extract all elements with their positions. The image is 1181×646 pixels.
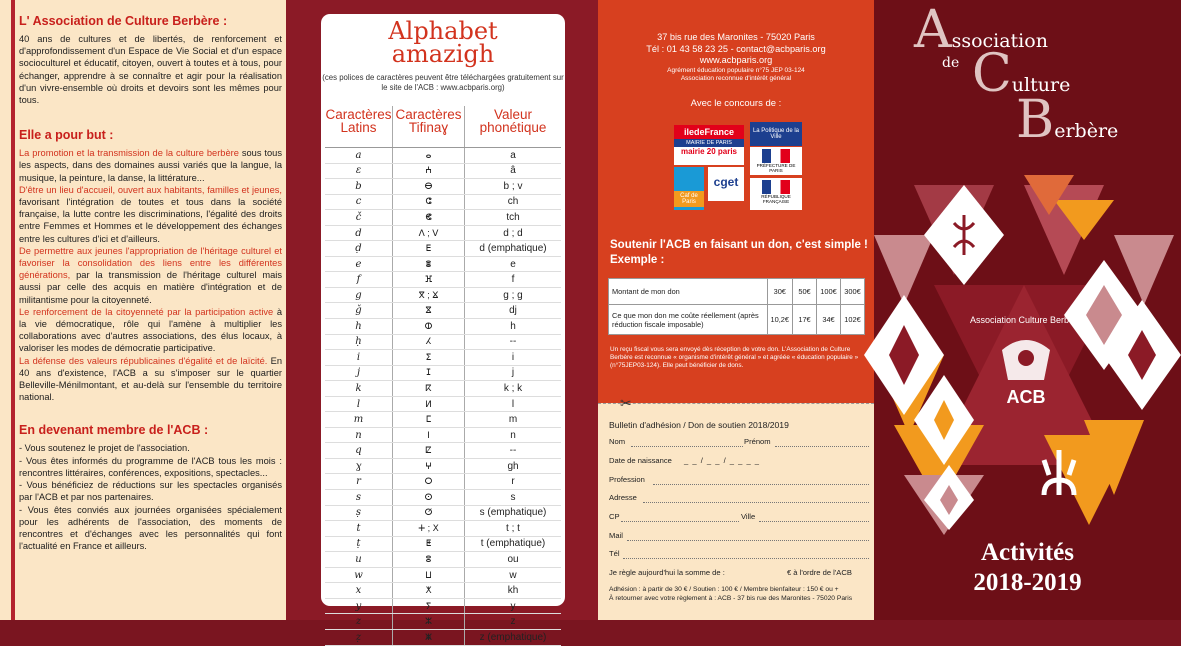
latin-char: u <box>325 552 393 567</box>
brand-de: de <box>942 55 960 71</box>
prenom-label: Prénom <box>744 437 771 446</box>
alphabet-table <box>325 106 561 646</box>
ville-label: Ville <box>741 512 756 521</box>
tifinagh-char: ⵡ <box>393 568 465 583</box>
logo-acb-text: ACB <box>1006 387 1046 407</box>
tifinagh-char: ⵓ <box>393 552 465 567</box>
member-item: - Vous soutenez le projet de l'association. <box>19 443 190 454</box>
tifinagh-char: ⴼ <box>393 272 465 287</box>
tifinagh-char: ⴽ <box>393 381 465 396</box>
birthdate-field[interactable]: Date de naissance _ _ / _ _ / _ _ _ _ <box>609 456 761 465</box>
panel-alphabet <box>286 0 598 643</box>
caf-logo: Caf de Paris <box>674 167 704 210</box>
tifinagh-char: ⴹ <box>393 241 465 256</box>
alphabet-row <box>325 381 561 397</box>
tifinagh-char: ⵃ <box>393 335 465 350</box>
header-phonetic: Valeur phonétique <box>479 107 547 135</box>
politique-ville-logo: La Politique de la Ville <box>750 122 802 146</box>
phonetic-value: g ; g <box>503 289 523 301</box>
alphabet-row <box>325 350 561 366</box>
phonetic-value: r <box>511 476 515 488</box>
latin-char: ɛ <box>325 164 393 179</box>
alphabet-row <box>325 614 561 630</box>
phonetic-value: â <box>510 165 516 177</box>
latin-char: ḍ <box>325 241 393 256</box>
latin-char: m <box>325 412 393 427</box>
alphabet-row <box>325 521 561 537</box>
tel-field[interactable]: Tél <box>609 549 869 558</box>
phonetic-value: w <box>509 569 517 581</box>
alphabet-row <box>325 537 561 553</box>
alphabet-row <box>325 195 561 211</box>
address: 37 bis rue des Maronites - 75020 Paris <box>657 32 815 42</box>
alphabet-row <box>325 599 561 615</box>
latin-char: g <box>325 288 393 303</box>
phonetic-value: t (emphatique) <box>480 538 546 550</box>
ile-de-france-logo: iledeFrance MAIRIE DE PARIS mairie 20 paris <box>674 125 744 165</box>
tifinagh-char: ⴰ <box>393 148 465 163</box>
phonetic-value: kh <box>507 585 519 597</box>
alphabet-row <box>325 443 561 459</box>
alphabet-row <box>325 179 561 195</box>
alphabet-row <box>325 272 561 288</box>
phonetic-value: s <box>510 491 516 503</box>
berber-pattern-graphic <box>874 175 1181 535</box>
alphabet-row <box>325 568 561 584</box>
member-item: - Vous bénéficiez de réductions sur les spectacles organisés par l'ACB et par nos partenaires. <box>19 480 282 503</box>
goal-item: Le renforcement de la citoyenneté par la participation active à la vie démocratique, rôle qui l'amène à multiplier les collaborations avec d'autres associations, des élus locaux, à valoriser les modes de démocratie participative. <box>19 306 282 354</box>
phonetic-value: z <box>510 616 516 628</box>
latin-char: r <box>325 474 393 489</box>
alphabet-row <box>325 630 561 646</box>
phonetic-value: s (emphatique) <box>479 507 547 519</box>
alphabet-row <box>325 366 561 382</box>
alphabet-header-row <box>325 106 561 148</box>
cp-ville-field[interactable]: CP Ville <box>609 512 869 521</box>
tifinagh-char: ⵎ <box>393 412 465 427</box>
tifinagh-char: ⵍ <box>393 397 465 412</box>
tifinagh-char: ⵣ <box>393 614 465 629</box>
tifinagh-char: ⵟ <box>393 537 465 552</box>
goal-item: La défense des valeurs républicaines d'égalité et de laïcité. En 40 ans d'existence, l'ACB a su s'imposer sur le quartier Belleville-Ménilmontant, et au-delà sur l'ensemble du territoire national. <box>19 355 282 403</box>
latin-char: e <box>325 257 393 272</box>
latin-char: b <box>325 179 393 194</box>
table-row: Montant de mon don 30€ 50€ 100€ 300€ <box>609 279 865 305</box>
latin-char: d <box>325 226 393 241</box>
tifinagh-char: ⵖ <box>393 459 465 474</box>
alphabet-row <box>325 583 561 599</box>
phonetic-value: -- <box>509 445 517 457</box>
alphabet-row <box>325 335 561 351</box>
latin-char: h <box>325 319 393 334</box>
phonetic-value: d ; d <box>503 227 523 239</box>
agrement: Agrément éducation populaire n°75 JEP 03-124 <box>667 66 805 74</box>
address-field[interactable]: Adresse <box>609 493 869 502</box>
tifinagh-char: ⵄ <box>393 164 465 179</box>
panel-cover <box>874 0 1181 620</box>
phonetic-value: ch <box>507 196 519 208</box>
fiscal-note: Un reçu fiscal vous sera envoyé dès réception de votre don. L'Association de Culture Berbère est reconnue « organisme d'intérêt général » et agréée « éducation populaire » (n°75JEP03-124). Elle peut bénéficier de dons. <box>610 346 859 370</box>
tifinagh-char: ⵅ <box>393 583 465 598</box>
tifinagh-char: ⴳ ; ⴴ <box>393 288 465 303</box>
triangle-shape <box>874 235 934 305</box>
alphabet-row <box>325 303 561 319</box>
latin-char: ṣ <box>325 506 393 521</box>
triangle-shape <box>1024 185 1104 275</box>
member-item: - Vous êtes informés du programme de l'ACB tous les mois : rencontres littéraires, conférences, expositions, spectacles... <box>19 455 282 478</box>
latin-char: ḥ <box>325 335 393 350</box>
tifinagh-char: ⴵ <box>393 303 465 318</box>
latin-char: č <box>325 210 393 225</box>
adhesion-info: Adhésion : à partir de 30 € / Soutien : 100 € / Membre bienfaiteur : 150 € ou + À retourner avec votre règlement à : ACB - 37 bis rue des Maronites - 75020 Paris <box>609 586 853 602</box>
alphabet-row <box>325 552 561 568</box>
heading-goals: Elle a pour but : <box>19 128 114 143</box>
logo-arc-text: Association Culture Berbère <box>969 315 1083 325</box>
alphabet-row <box>325 288 561 304</box>
goal-item: D'être un lieu d'accueil, ouvert aux habitants, familles et jeunes, favorisant l'intégration de toutes et tous dans la société française, la lutte contre les discriminations, l'égalité des droits entre Femmes et Hommes et le développement des échanges entre les cultures d'ici et d'ailleurs. <box>19 184 282 244</box>
about-content <box>11 0 286 620</box>
latin-char: ṭ <box>325 537 393 552</box>
cget-logo: cget <box>708 167 744 201</box>
phonetic-value: k ; k <box>503 382 523 394</box>
latin-char: q <box>325 443 393 458</box>
goal-item: La promotion et la transmission de la culture berbère sous tous les aspects, dans des domaines aussi variés que la langue, la musique, la peinture, la danse, la littérature... <box>19 148 282 183</box>
alphabet-row <box>325 459 561 475</box>
phone-email: Tél : 01 43 58 23 25 - contact@acbparis.org <box>646 43 826 54</box>
latin-char: w <box>325 568 393 583</box>
alphabet-row <box>325 319 561 335</box>
alphabet-row <box>325 474 561 490</box>
intro-text: 40 ans de cultures et de libertés, de renforcement et d'approfondissement d'un Espace de Vie Social et d'un espace socioculturel et éducatif, citoyen, ouvert à toutes et à tous, pour échanger, apprendre à se connaître et agir pour la réalisation d'un vivre-ensemble où droits et devoirs sont les mêmes pour tous. <box>19 34 282 106</box>
acb-logo <box>1002 340 1050 380</box>
tifinagh-char: ⵞ <box>393 210 465 225</box>
partners-label: Avec le concours de : <box>690 98 782 109</box>
phonetic-value: z (emphatique) <box>479 631 547 643</box>
alphabet-row <box>325 241 561 257</box>
header-tifinagh: Caractères Tifinaɣ <box>393 106 465 147</box>
prefecture-logo: PRÉFECTURE DE PARIS <box>750 147 802 175</box>
phonetic-value: h <box>510 320 516 332</box>
contact-block <box>598 32 874 84</box>
latin-char: n <box>325 428 393 443</box>
alphabet-card <box>321 14 565 643</box>
latin-char: l <box>325 397 393 412</box>
tifinagh-char: ⵥ <box>393 630 465 645</box>
phonetic-value: b ; v <box>503 180 523 192</box>
panel-contact-donation <box>598 0 874 620</box>
alphabet-row <box>325 397 561 413</box>
goal-item: De permettre aux jeunes l'appropriation de l'héritage culturel et favoriser la consolidation des liens entre les différentes générations, par la transmission de l'héritage culturel mais aussi par celle des acquis en matière d'intégration et de militantisme pour la citoyenneté. <box>19 245 282 305</box>
latin-char: s <box>325 490 393 505</box>
tifinagh-char: ⵏ <box>393 428 465 443</box>
phonetic-value: ou <box>507 553 519 565</box>
phonetic-value: e <box>510 258 516 270</box>
phonetic-value: f <box>511 274 515 286</box>
tifinagh-char: ⴱ <box>393 179 465 194</box>
brand-berbere: Berbère <box>1016 90 1119 150</box>
tifinagh-char: ⴻ <box>393 257 465 272</box>
interet-general: Association reconnue d'intérêt général <box>680 75 792 82</box>
tifinagh-char: ⵀ <box>393 319 465 334</box>
republique-logo: RÉPUBLIQUE FRANÇAISE <box>750 178 802 210</box>
alphabet-row <box>325 412 561 428</box>
tifinagh-char: ⵉ <box>393 350 465 365</box>
alphabet-row <box>325 490 561 506</box>
latin-char: i <box>325 350 393 365</box>
tifinagh-char: ⴷ ; ⴸ <box>393 226 465 241</box>
phonetic-value: dj <box>509 305 517 317</box>
tifinagh-char: ⵔ <box>393 474 465 489</box>
phonetic-value: m <box>508 414 518 426</box>
latin-char: z <box>325 614 393 629</box>
tifinagh-char: ⵇ <box>393 443 465 458</box>
alphabet-row <box>325 506 561 522</box>
bulletin-title: Bulletin d'adhésion / Don de soutien 2018/2019 <box>609 420 789 430</box>
tifinagh-char: ⵙ <box>393 490 465 505</box>
latin-char: x <box>325 583 393 598</box>
tifinagh-char: ⵜ ; ⵝ <box>393 521 465 536</box>
phonetic-value: tch <box>506 211 520 223</box>
latin-char: ǧ <box>325 303 393 318</box>
phonetic-value: y <box>510 600 516 612</box>
latin-char: f <box>325 272 393 287</box>
nom-field[interactable]: Nom Prénom <box>609 437 869 446</box>
phonetic-value: j <box>511 367 515 379</box>
phonetic-value: t ; t <box>506 522 520 534</box>
table-row: Ce que mon don me coûte réellement (après réduction fiscale imposable) 10,2€ 17€ 34€ 102€ <box>609 305 865 335</box>
alphabet-row <box>325 226 561 242</box>
latin-char: k <box>325 381 393 396</box>
amount-field[interactable]: Je règle aujourd'hui la somme de : € à l'ordre de l'ACB <box>609 568 852 577</box>
profession-field[interactable]: Profession <box>609 475 869 484</box>
alphabet-note: (ces polices de caractères peuvent être téléchargées gratuitement sur le site de l'ACB : www.acbparis.org) <box>322 73 564 92</box>
panel-about <box>0 0 286 620</box>
tifinagh-char: ⵢ <box>393 599 465 614</box>
tifinagh-char: ⵚ <box>393 506 465 521</box>
alphabet-title: Alphabet amazigh <box>388 17 498 68</box>
phonetic-value: a <box>510 149 516 161</box>
scissors-icon: ✂ <box>620 395 632 411</box>
alphabet-row <box>325 428 561 444</box>
phonetic-value: d (emphatique) <box>479 243 547 255</box>
latin-char: a <box>325 148 393 163</box>
latin-char: ɣ <box>325 459 393 474</box>
latin-char: t <box>325 521 393 536</box>
phonetic-value: l <box>511 398 515 410</box>
heading-member: En devenant membre de l'ACB : <box>19 423 209 438</box>
tifinagh-char: ⵊ <box>393 366 465 381</box>
mail-field[interactable]: Mail <box>609 531 869 540</box>
header-latin: Caractères Latins <box>325 106 393 147</box>
donation-title: Soutenir l'ACB en faisant un don, c'est simple ! Exemple : <box>610 239 868 266</box>
phonetic-value: -- <box>509 336 517 348</box>
tifinagh-char: ⵛ <box>393 195 465 210</box>
brand-culture: Culture <box>972 44 1071 104</box>
alphabet-row <box>325 210 561 226</box>
alphabet-row <box>325 148 561 164</box>
heading-association: L' Association de Culture Berbère : <box>19 14 228 28</box>
alphabet-row <box>325 164 561 180</box>
brand-association: Association <box>914 0 1048 60</box>
alphabet-rows <box>325 148 561 646</box>
phonetic-value: n <box>510 429 516 441</box>
donation-table <box>608 278 865 335</box>
activities-title: Activités 2018-2019 <box>973 539 1082 596</box>
website-link[interactable]: www.acbparis.org <box>699 55 773 65</box>
contact-area <box>598 0 874 403</box>
latin-char: y <box>325 599 393 614</box>
phonetic-value: gh <box>507 460 519 472</box>
latin-char: ẓ <box>325 630 393 645</box>
alphabet-row <box>325 257 561 273</box>
phonetic-value: i <box>511 351 515 363</box>
latin-char: j <box>325 366 393 381</box>
member-item: - Vous êtes conviés aux journées organisées spécialement pour les adhérents de l'association, des moments de rencontres et d'échanges avec les personnalités qui font l'actualité en France et ailleurs. <box>19 504 282 552</box>
latin-char: c <box>325 195 393 210</box>
